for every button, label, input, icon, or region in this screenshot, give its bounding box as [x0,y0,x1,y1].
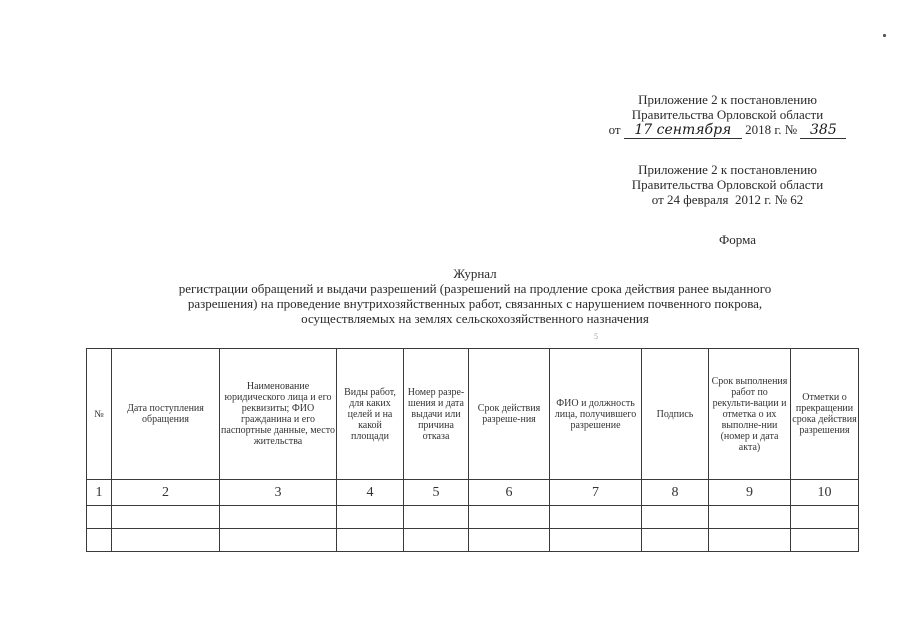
table-cell [337,506,404,529]
table-cell [87,506,112,529]
form-label: Форма [719,232,756,247]
amendment-number-handwritten: 385 [800,123,846,139]
table-cell [469,529,550,552]
column-number-cell: 1 [87,480,112,506]
table-cell [642,506,709,529]
table-cell [220,506,337,529]
table-cell [337,529,404,552]
title-line-2: разрешения) на проведение внутрихозяйственных работ, связанных с нарушением почвенного покрова, [187,296,763,311]
header-cell: Срок выполнения работ по рекульти-вации и отметка о их выполне-нии (номер и дата акта) [709,349,791,480]
header-cell: ФИО и должность лица, получившего разрешение [550,349,642,480]
title-line-1: регистрации обращений и выдачи разрешений (разрешений на продление срока действия ранее выданного [178,281,772,296]
amendment-year-suffix: 2018 г. № [745,122,798,137]
amendment-date-line [585,122,870,139]
table-cell [709,506,791,529]
table-cell [709,529,791,552]
original-line-3: от 24 февраля 2012 г. № 62 [651,192,804,207]
header-cell: Номер разре-шения и дата выдачи или причина отказа [404,349,469,480]
header-cell: Срок действия разреше-ния [469,349,550,480]
column-number-cell: 5 [404,480,469,506]
scan-speck [883,34,886,37]
table-cell [404,529,469,552]
table-cell [791,529,859,552]
amendment-block [585,92,870,139]
table-cell [404,506,469,529]
header-cell: Отметки о прекращении срока действия разрешения [791,349,859,480]
amendment-date-prefix: от [608,122,621,137]
amendment-line-2: Правительства Орловской области [631,107,824,122]
header-cell: Наименование юридического лица и его реквизиты; ФИО гражданина и его паспортные данные, место жительства [220,349,337,480]
original-line-1: Приложение 2 к постановлению [638,162,817,177]
column-number-cell: 8 [642,480,709,506]
original-line-2: Правительства Орловской области [631,177,824,192]
journal-title [100,266,850,326]
original-block [585,162,870,207]
header-cell: № [87,349,112,480]
column-number-cell: 9 [709,480,791,506]
column-number-cell: 2 [112,480,220,506]
table-cell [87,529,112,552]
column-number-cell: 10 [791,480,859,506]
header-cell: Виды работ, для каких целей и на какой площади [337,349,404,480]
journal-table [86,348,859,552]
header-cell: Дата поступления обращения [112,349,220,480]
title-line-3: осуществляемых на землях сельскохозяйственного назначения [301,311,649,326]
table-cell [112,529,220,552]
table-cell [220,529,337,552]
table-cell [550,506,642,529]
table-column-numbers-row [87,480,859,506]
column-number-cell: 6 [469,480,550,506]
table-row [87,506,859,529]
header-cell: Подпись [642,349,709,480]
amendment-line-1: Приложение 2 к постановлению [638,92,817,107]
table-cell [642,529,709,552]
table-cell [112,506,220,529]
column-number-cell: 3 [220,480,337,506]
table-cell [550,529,642,552]
table-cell [469,506,550,529]
table-row [87,529,859,552]
title-main: Журнал [453,266,497,281]
table-cell [791,506,859,529]
column-number-cell: 7 [550,480,642,506]
table-header-row [87,349,859,480]
column-number-cell: 4 [337,480,404,506]
stray-mark: 5 [594,332,598,341]
amendment-date-handwritten: 17 сентября [624,123,742,139]
